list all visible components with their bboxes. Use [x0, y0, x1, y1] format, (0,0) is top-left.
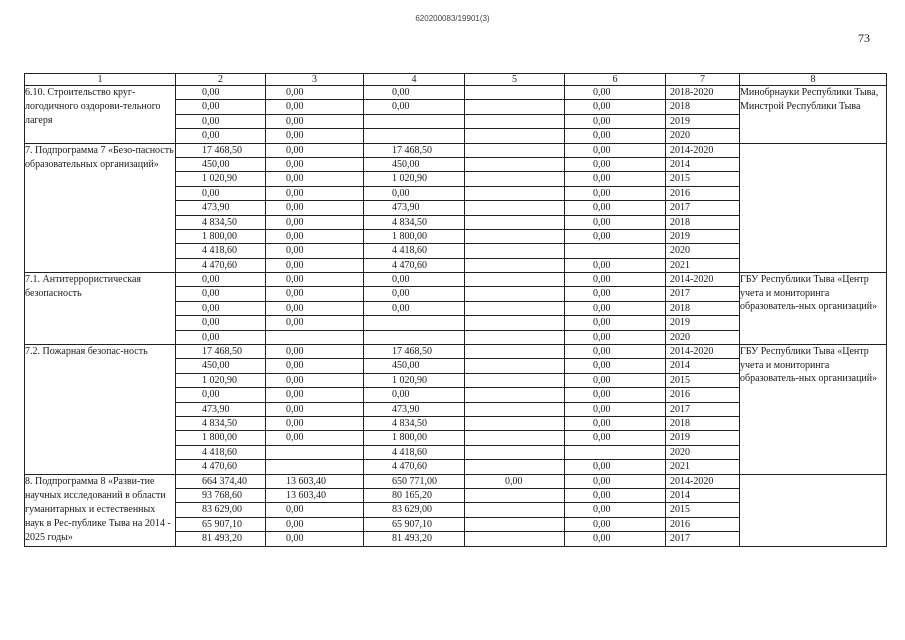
amount-cell: 0,00 — [176, 115, 265, 129]
amount-cell — [465, 489, 564, 503]
year-cell: 2016 — [666, 187, 739, 201]
column-header: 2 — [176, 74, 266, 86]
value-column — [266, 474, 364, 546]
amount-cell: 0,00 — [565, 158, 665, 172]
amount-cell — [364, 316, 464, 330]
amount-cell: 0,00 — [266, 230, 363, 244]
year-cell: 2015 — [666, 503, 739, 517]
amount-cell — [465, 532, 564, 545]
amount-cell: 13 603,40 — [266, 475, 363, 489]
amount-cell: 0,00 — [565, 374, 665, 388]
amount-cell — [465, 403, 564, 417]
amount-cell: 0,00 — [266, 417, 363, 431]
year-cell: 2014 — [666, 359, 739, 373]
table-row — [25, 345, 887, 475]
amount-cell: 0,00 — [364, 100, 464, 114]
amount-cell: 93 768,60 — [176, 489, 265, 503]
amount-cell: 0,00 — [565, 503, 665, 517]
amount-cell — [465, 287, 564, 301]
amount-cell: 4 418,60 — [364, 244, 464, 258]
amount-cell: 473,90 — [364, 403, 464, 417]
amount-cell: 473,90 — [176, 201, 265, 215]
value-column — [666, 143, 740, 273]
amount-cell: 0,00 — [266, 302, 363, 316]
amount-cell — [465, 86, 564, 100]
amount-cell: 0,00 — [465, 475, 564, 489]
activity-name: 7. Подпрограмма 7 «Безо-пасность образовательных организаций» — [25, 143, 176, 273]
amount-cell — [465, 316, 564, 330]
value-column — [666, 474, 740, 546]
amount-cell: 0,00 — [565, 100, 665, 114]
document-id: 620200083/19901(3) — [415, 14, 490, 23]
amount-cell: 0,00 — [565, 273, 665, 287]
value-column — [465, 345, 565, 475]
value-column — [465, 143, 565, 273]
amount-cell: 1 800,00 — [364, 230, 464, 244]
year-cell: 2017 — [666, 403, 739, 417]
amount-cell: 0,00 — [266, 374, 363, 388]
amount-cell: 0,00 — [364, 187, 464, 201]
value-column — [565, 86, 666, 144]
activity-name: 6.10. Строительство круг-логодичного оздорови-тельного лагеря — [25, 86, 176, 144]
year-cell: 2020 — [670, 130, 690, 142]
year-cell: 2014-2020 — [666, 345, 739, 359]
amount-cell: 1 020,90 — [176, 172, 265, 186]
amount-cell: 0,00 — [565, 216, 665, 230]
amount-cell: 0,00 — [266, 187, 363, 201]
amount-cell — [465, 446, 564, 460]
column-header: 4 — [364, 74, 465, 86]
year-cell: 2018-2020 — [666, 86, 739, 100]
table-row — [25, 86, 887, 144]
amount-cell: 4 418,60 — [176, 244, 265, 258]
amount-cell: 0,00 — [202, 331, 220, 343]
year-cell: 2018 — [666, 100, 739, 114]
amount-cell: 0,00 — [565, 417, 665, 431]
amount-cell — [465, 129, 564, 142]
amount-cell: 0,00 — [565, 201, 665, 215]
year-cell: 2019 — [666, 115, 739, 129]
amount-cell: 0,00 — [266, 431, 363, 445]
amount-cell — [465, 359, 564, 373]
amount-cell: 450,00 — [364, 158, 464, 172]
value-column — [364, 273, 465, 345]
column-header: 5 — [465, 74, 565, 86]
year-cell: 2017 — [670, 533, 690, 545]
value-column — [176, 345, 266, 475]
amount-cell: 0,00 — [593, 259, 611, 271]
amount-cell: 0,00 — [266, 201, 363, 215]
year-cell: 2016 — [666, 388, 739, 402]
responsible-executor — [740, 143, 887, 273]
column-header: 1 — [25, 74, 176, 86]
amount-cell — [465, 431, 564, 445]
amount-cell: 4 470,60 — [392, 259, 427, 271]
amount-cell — [364, 129, 464, 142]
year-cell: 2015 — [666, 374, 739, 388]
amount-cell — [465, 273, 564, 287]
table-row — [25, 273, 887, 345]
amount-cell — [266, 460, 363, 473]
amount-cell — [465, 144, 564, 158]
amount-cell: 0,00 — [286, 130, 304, 142]
value-column — [565, 345, 666, 475]
year-cell: 2018 — [666, 417, 739, 431]
amount-cell: 0,00 — [176, 316, 265, 330]
amount-cell: 0,00 — [266, 216, 363, 230]
amount-cell: 1 800,00 — [176, 230, 265, 244]
year-cell: 2021 — [670, 259, 690, 271]
amount-cell: 0,00 — [266, 115, 363, 129]
amount-cell: 4 470,60 — [392, 461, 427, 473]
amount-cell: 0,00 — [266, 287, 363, 301]
amount-cell: 0,00 — [286, 259, 304, 271]
amount-cell: 4 470,60 — [202, 461, 237, 473]
amount-cell — [465, 374, 564, 388]
amount-cell: 0,00 — [565, 230, 665, 244]
year-cell: 2014-2020 — [666, 144, 739, 158]
amount-cell: 0,00 — [266, 158, 363, 172]
amount-cell: 0,00 — [266, 273, 363, 287]
amount-cell: 0,00 — [176, 273, 265, 287]
amount-cell: 4 834,50 — [364, 417, 464, 431]
amount-cell: 0,00 — [565, 302, 665, 316]
amount-cell: 17 468,50 — [364, 345, 464, 359]
value-column — [364, 143, 465, 273]
amount-cell: 17 468,50 — [364, 144, 464, 158]
amount-cell: 0,00 — [565, 316, 665, 330]
year-cell: 2019 — [666, 431, 739, 445]
amount-cell: 1 800,00 — [364, 431, 464, 445]
amount-cell: 0,00 — [565, 345, 665, 359]
amount-cell: 0,00 — [364, 388, 464, 402]
amount-cell: 0,00 — [364, 273, 464, 287]
amount-cell: 0,00 — [364, 86, 464, 100]
value-column — [465, 273, 565, 345]
year-cell: 2015 — [666, 172, 739, 186]
year-cell: 2017 — [666, 287, 739, 301]
amount-cell: 1 020,90 — [364, 172, 464, 186]
amount-cell: 450,00 — [176, 359, 265, 373]
amount-cell — [465, 417, 564, 431]
value-column — [176, 273, 266, 345]
amount-cell: 83 629,00 — [176, 503, 265, 517]
amount-cell: 473,90 — [364, 201, 464, 215]
amount-cell: 1 020,90 — [364, 374, 464, 388]
value-column — [364, 86, 465, 144]
amount-cell — [465, 230, 564, 244]
amount-cell: 4 834,50 — [176, 216, 265, 230]
amount-cell: 65 907,10 — [364, 518, 464, 532]
value-column — [266, 143, 364, 273]
amount-cell: 4 834,50 — [364, 216, 464, 230]
value-column — [666, 345, 740, 475]
column-header: 6 — [565, 74, 666, 86]
amount-cell: 0,00 — [176, 302, 265, 316]
value-column — [465, 86, 565, 144]
amount-cell: 0,00 — [266, 518, 363, 532]
year-cell: 2014-2020 — [666, 273, 739, 287]
amount-cell: 450,00 — [176, 158, 265, 172]
amount-cell: 81 493,20 — [202, 533, 242, 545]
value-column — [666, 273, 740, 345]
amount-cell: 0,00 — [266, 144, 363, 158]
amount-cell: 4 418,60 — [176, 446, 265, 460]
amount-cell: 0,00 — [266, 503, 363, 517]
responsible-executor — [740, 474, 887, 546]
amount-cell — [465, 503, 564, 517]
year-cell: 2021 — [670, 461, 690, 473]
year-cell: 2020 — [666, 446, 739, 460]
value-column — [565, 143, 666, 273]
amount-cell: 664 374,40 — [176, 475, 265, 489]
value-column — [565, 273, 666, 345]
year-cell: 2017 — [666, 201, 739, 215]
value-column — [364, 474, 465, 546]
amount-cell: 1 800,00 — [176, 431, 265, 445]
amount-cell: 4 834,50 — [176, 417, 265, 431]
amount-cell: 0,00 — [266, 244, 363, 258]
year-cell: 2014-2020 — [666, 475, 739, 489]
amount-cell — [465, 244, 564, 258]
amount-cell: 4 470,60 — [202, 259, 237, 271]
amount-cell: 0,00 — [565, 359, 665, 373]
responsible-executor: ГБУ Республики Тыва «Центр учета и мониторинга образователь-ных организаций» — [740, 345, 887, 475]
activity-name: 7.2. Пожарная безопас-ность — [25, 345, 176, 475]
amount-cell — [565, 244, 665, 258]
value-column — [266, 86, 364, 144]
amount-cell — [465, 518, 564, 532]
column-header: 3 — [266, 74, 364, 86]
responsible-executor: Минобрнауки Республики Тыва, Минстрой Республики Тыва — [740, 86, 887, 144]
amount-cell — [465, 216, 564, 230]
amount-cell — [465, 158, 564, 172]
amount-cell: 0,00 — [266, 345, 363, 359]
amount-cell — [266, 446, 363, 460]
year-cell: 2019 — [666, 230, 739, 244]
amount-cell: 0,00 — [176, 187, 265, 201]
amount-cell: 0,00 — [202, 130, 220, 142]
amount-cell: 17 468,50 — [176, 345, 265, 359]
amount-cell: 0,00 — [565, 172, 665, 186]
amount-cell: 0,00 — [593, 331, 611, 343]
responsible-executor: ГБУ Республики Тыва «Центр учета и мониторинга образователь-ных организаций» — [740, 273, 887, 345]
column-header: 7 — [666, 74, 740, 86]
amount-cell: 0,00 — [565, 518, 665, 532]
amount-cell: 0,00 — [565, 86, 665, 100]
amount-cell: 0,00 — [266, 316, 363, 330]
value-column — [666, 86, 740, 144]
value-column — [364, 345, 465, 475]
amount-cell — [465, 388, 564, 402]
amount-cell: 0,00 — [266, 172, 363, 186]
year-cell: 2020 — [666, 244, 739, 258]
year-cell: 2018 — [666, 216, 739, 230]
amount-cell: 0,00 — [286, 533, 304, 545]
amount-cell: 0,00 — [176, 388, 265, 402]
amount-cell: 0,00 — [565, 115, 665, 129]
amount-cell: 17 468,50 — [176, 144, 265, 158]
value-column — [176, 143, 266, 273]
amount-cell: 0,00 — [176, 86, 265, 100]
amount-cell: 0,00 — [176, 287, 265, 301]
year-cell: 2016 — [666, 518, 739, 532]
amount-cell: 0,00 — [565, 489, 665, 503]
column-header: 8 — [740, 74, 887, 86]
table-row — [25, 143, 887, 273]
amount-cell: 0,00 — [364, 287, 464, 301]
amount-cell: 13 603,40 — [266, 489, 363, 503]
amount-cell: 0,00 — [565, 431, 665, 445]
page-number: 73 — [858, 31, 870, 45]
value-column — [176, 474, 266, 546]
amount-cell — [266, 331, 363, 344]
amount-cell: 0,00 — [593, 130, 611, 142]
amount-cell: 83 629,00 — [364, 503, 464, 517]
amount-cell — [465, 115, 564, 129]
amount-cell: 650 771,00 — [364, 475, 464, 489]
amount-cell: 0,00 — [364, 302, 464, 316]
amount-cell: 0,00 — [565, 287, 665, 301]
value-column — [465, 474, 565, 546]
amount-cell — [364, 115, 464, 129]
year-cell: 2020 — [670, 331, 690, 343]
year-cell: 2014 — [666, 489, 739, 503]
program-table — [24, 73, 887, 547]
value-column — [266, 273, 364, 345]
amount-cell: 0,00 — [565, 475, 665, 489]
amount-cell — [465, 187, 564, 201]
amount-cell: 0,00 — [266, 100, 363, 114]
amount-cell — [465, 302, 564, 316]
amount-cell — [465, 345, 564, 359]
value-column — [176, 86, 266, 144]
amount-cell: 473,90 — [176, 403, 265, 417]
year-cell: 2014 — [666, 158, 739, 172]
amount-cell — [364, 331, 464, 344]
header-row — [25, 74, 887, 86]
year-cell: 2019 — [666, 316, 739, 330]
amount-cell — [465, 460, 564, 473]
amount-cell — [565, 446, 665, 460]
value-column — [565, 474, 666, 546]
amount-cell: 0,00 — [266, 359, 363, 373]
amount-cell: 0,00 — [593, 533, 611, 545]
year-cell: 2018 — [666, 302, 739, 316]
amount-cell: 0,00 — [565, 187, 665, 201]
amount-cell — [465, 331, 564, 344]
table-row — [25, 474, 887, 546]
activity-name: 8. Подпрограмма 8 «Разви-тие научных исследований в области гуманитарных и естественных наук в Рес-публике Тыва на 2014 - 2025 годы» — [25, 474, 176, 546]
amount-cell: 0,00 — [565, 388, 665, 402]
amount-cell — [465, 100, 564, 114]
amount-cell — [465, 259, 564, 272]
amount-cell: 0,00 — [565, 403, 665, 417]
amount-cell: 0,00 — [266, 86, 363, 100]
amount-cell: 80 165,20 — [364, 489, 464, 503]
value-column — [266, 345, 364, 475]
amount-cell: 81 493,20 — [392, 533, 432, 545]
amount-cell: 0,00 — [593, 461, 611, 473]
amount-cell: 0,00 — [266, 403, 363, 417]
amount-cell: 1 020,90 — [176, 374, 265, 388]
amount-cell: 0,00 — [565, 144, 665, 158]
amount-cell: 0,00 — [176, 100, 265, 114]
amount-cell — [465, 201, 564, 215]
amount-cell: 0,00 — [266, 388, 363, 402]
activity-name: 7.1. Антитеррористическая безопасность — [25, 273, 176, 345]
amount-cell: 65 907,10 — [176, 518, 265, 532]
amount-cell: 4 418,60 — [364, 446, 464, 460]
amount-cell — [465, 172, 564, 186]
amount-cell: 450,00 — [364, 359, 464, 373]
